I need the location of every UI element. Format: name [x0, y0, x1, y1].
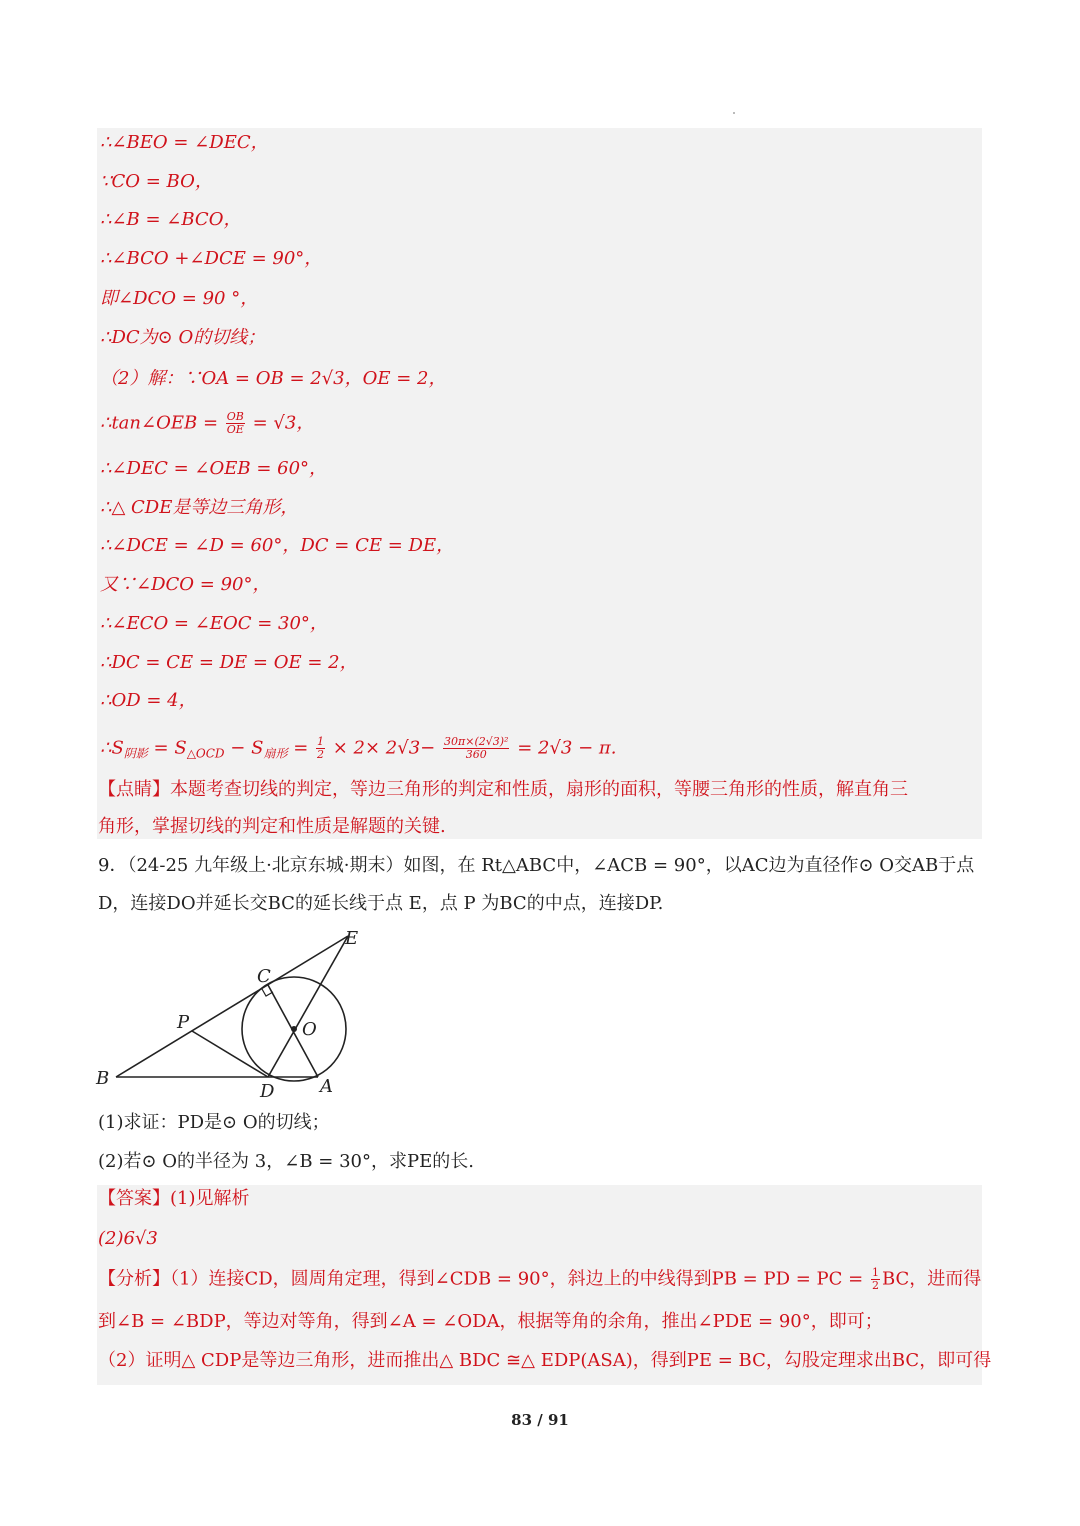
comment-text-1: 本题考查切线的判定，等边三角形的判定和性质，扇形的面积，等腰三角形的性质，解直角三	[170, 779, 908, 800]
geometry-figure	[90, 922, 380, 1102]
label-a: A	[320, 1076, 333, 1097]
solution-block-1	[97, 128, 982, 839]
point-o	[291, 1026, 297, 1032]
label-e: E	[345, 928, 359, 949]
proof-line-6: ∴DC为⊙ O的切线；	[100, 327, 266, 348]
answer-tag: 【答案】	[98, 1188, 170, 1209]
area-line	[100, 736, 616, 766]
answer-1: (1)见解析	[170, 1188, 250, 1209]
answer-2: (2)6√3	[98, 1228, 158, 1249]
proof-line-5: 即∠DCO = 90 °，	[100, 288, 259, 309]
tan-num: OB	[226, 410, 244, 423]
analysis-fraction	[871, 1267, 880, 1292]
label-b: B	[96, 1068, 110, 1089]
analysis-frac-num: 1	[871, 1266, 879, 1279]
area-eq1: = S	[153, 737, 187, 759]
tan-prefix: ∴tan∠OEB =	[100, 412, 219, 434]
analysis-line-2: 到∠B = ∠BDP，等边对等角，得到∠A = ∠ODA，根据等角的余角，推出∠PDE = 90°，即可；	[98, 1311, 883, 1332]
area-sub-shadow: 阴影	[123, 746, 148, 761]
page-number	[0, 1411, 1080, 1429]
half-num: 1	[317, 735, 325, 748]
page-dot	[733, 112, 735, 114]
proof-line-12: ∴∠ECO = ∠EOC = 30°，	[100, 613, 328, 634]
page-sep: /	[532, 1411, 548, 1429]
proof-line-1: ∴∠BEO = ∠DEC，	[100, 132, 269, 153]
page-current: 83	[511, 1411, 533, 1429]
proof-line-3: ∴∠B = ∠BCO，	[100, 209, 242, 230]
proof-line-11: 又∵∠DCO = 90°，	[100, 574, 271, 595]
comment-line-2: 角形，掌握切线的判定和性质是解题的关键.	[98, 816, 446, 837]
tan-line	[100, 411, 314, 436]
area-s1: ∴S	[100, 737, 124, 759]
problem-line-2: D，连接DO并延长交BC的延长线于点 E，点 P 为BC的中点，连接DP.	[98, 893, 664, 914]
analysis-line-1	[98, 1267, 981, 1292]
label-c: C	[257, 966, 271, 987]
proof-line-8: ∴∠DEC = ∠OEB = 60°，	[100, 458, 328, 479]
page-total: 91	[547, 1411, 569, 1429]
analysis-text-1a: （1）连接CD，圆周角定理，得到∠CDB = 90°，斜边上的中线得到PB = PD = PC =	[170, 1268, 864, 1290]
comment-tag: 【点睛】	[98, 779, 170, 800]
line-pd	[192, 1031, 268, 1077]
tan-den: OE	[226, 423, 244, 436]
label-p: P	[177, 1012, 190, 1033]
proof-line-4: ∴∠BCO +∠DCE = 90°，	[100, 248, 323, 269]
comment-line-1	[98, 778, 908, 802]
half-fraction	[316, 736, 325, 761]
proof-line-14: ∴OD = 4，	[100, 690, 197, 711]
question-1: (1)求证：PD是⊙ O的切线；	[98, 1112, 330, 1133]
sector-den: 360	[465, 748, 487, 761]
sector-fraction	[443, 736, 509, 761]
proof-line-7: （2）解：∵OA = OB = 2√3，OE = 2，	[100, 368, 447, 389]
sector-num: 30π×(2√3)²	[444, 735, 509, 748]
area-mid: × 2× 2√3−	[332, 737, 436, 759]
analysis-text-1b: BC，进而得	[881, 1268, 982, 1290]
area-minus: − S	[230, 737, 264, 759]
area-result: = 2√3 − π.	[517, 737, 617, 759]
tan-fraction	[226, 411, 245, 436]
label-d: D	[260, 1081, 275, 1102]
answer-line-1	[98, 1187, 250, 1211]
area-sub-sector: 扇形	[263, 746, 288, 761]
half-den: 2	[317, 748, 325, 761]
label-o: O	[302, 1019, 317, 1040]
analysis-line-3: （2）证明△ CDP是等边三角形，进而推出△ BDC ≅△ EDP(ASA)，得到PE = BC，勾股定理求出BC，即可得	[98, 1350, 992, 1371]
area-eq2: =	[293, 737, 309, 759]
problem-line-1: 9．（24-25 九年级上·北京东城·期末）如图，在 Rt△ABC中，∠ACB = 90°，以AC边为直径作⊙ O交AB于点	[98, 855, 975, 876]
analysis-tag: 【分析】	[98, 1268, 170, 1290]
question-2: (2)若⊙ O的半径为 3，∠B = 30°，求PE的长.	[98, 1151, 474, 1172]
analysis-frac-den: 2	[871, 1279, 879, 1292]
proof-line-2: ∵CO = BO，	[100, 171, 213, 192]
proof-line-13: ∴DC = CE = DE = OE = 2，	[100, 652, 358, 673]
proof-line-10: ∴∠DCE = ∠D = 60°，DC = CE = DE，	[100, 535, 455, 556]
area-sub-ocd: △OCD	[186, 746, 225, 761]
proof-line-9: ∴△ CDE是等边三角形，	[100, 497, 299, 518]
tan-suffix: = √3，	[252, 412, 315, 434]
